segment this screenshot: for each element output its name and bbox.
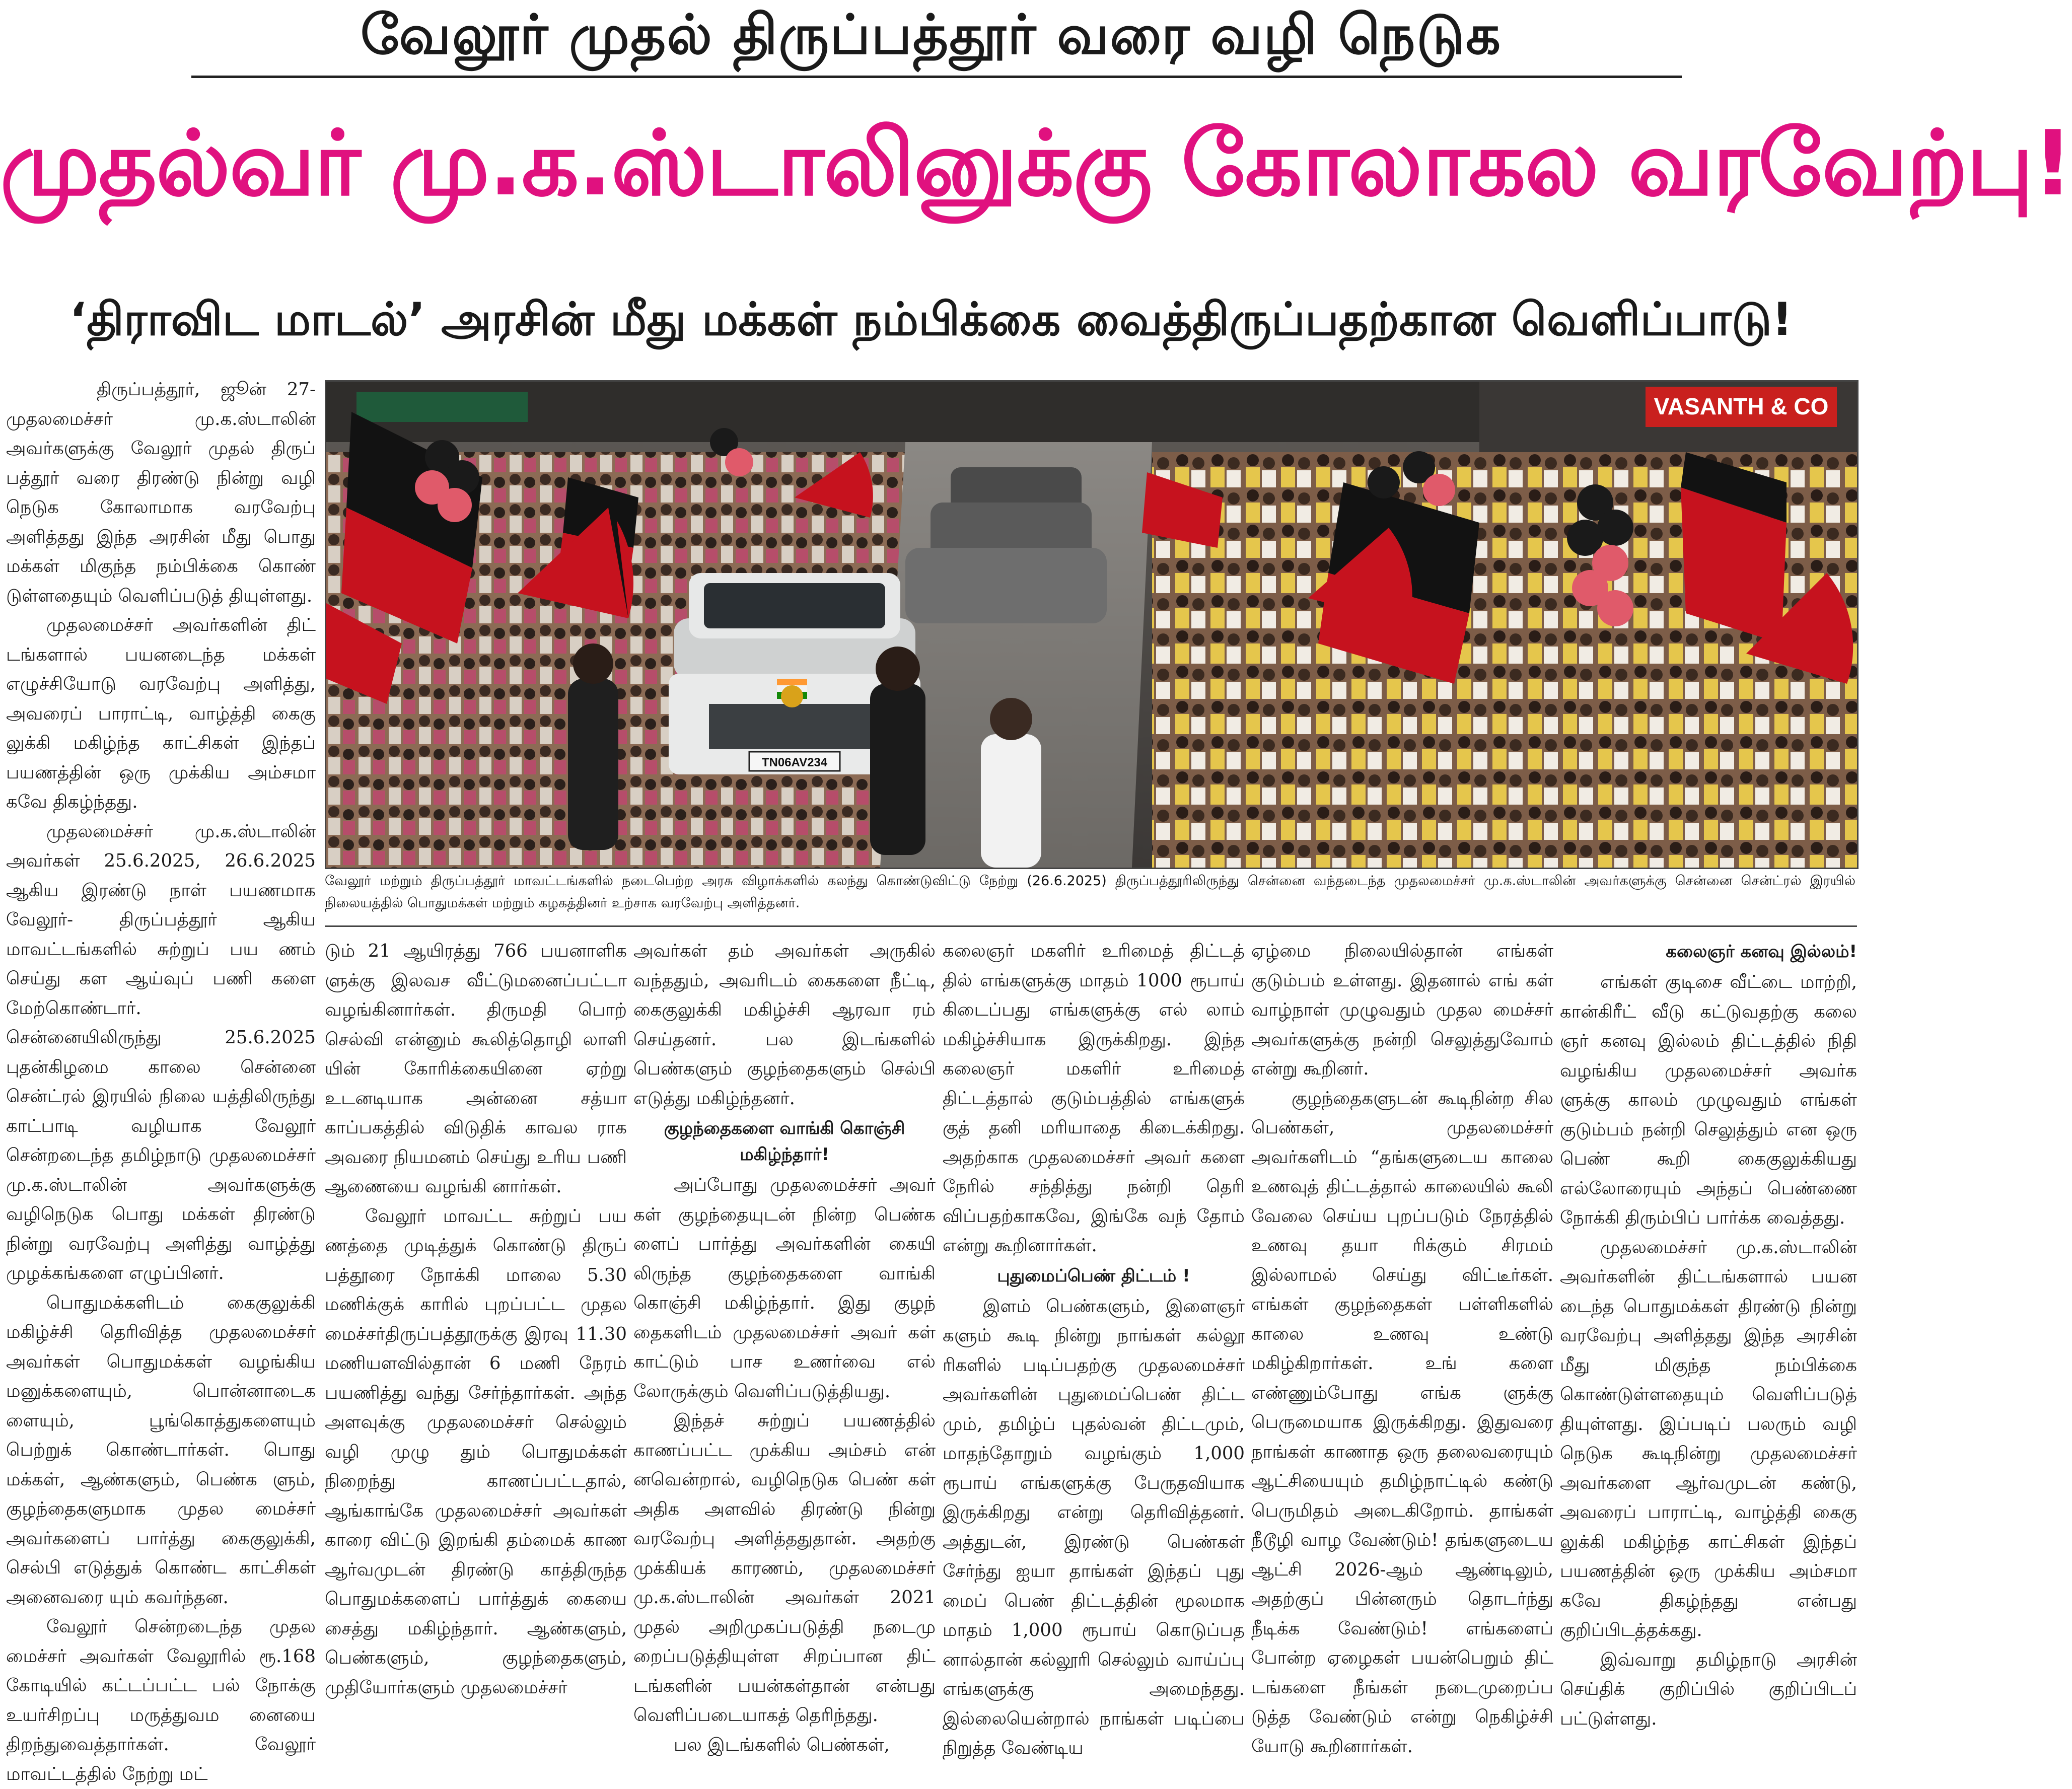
- license-plate: TN06AV234: [761, 756, 828, 769]
- rally-photo-illustration: [326, 382, 1857, 868]
- article-paragraph: பல இடங்களில் பெண்கள்,: [674, 1734, 890, 1755]
- article-paragraph: முதலமைச்சர் அவர்களின் திட் டங்களால் பயனடைந்த மக்கள் எழுச்சியோடு வரவேற்பு அளித்து, அவரைப் பாராட்டி, வாழ்த்தி கைகு லுக்கி மகிழ்ந்த காட்சிகள் இந்தப் பயணத்தின் ஒரு முக்கிய அம்சமா கவே திகழ்ந்தது.: [6, 615, 316, 812]
- article-paragraph: முதலமைச்சர் மு.க.ஸ்டாலின் அவர்கள் 25.6.2025, 26.6.2025 ஆகிய இரண்டு நாள் பயணமாக வேலூர்- திருப்பத்தூர் ஆகிய மாவட்டங்களில் சுற்றுப் பய ணம் செய்து கள ஆய்வுப் பணி களை மேற்கொண்டார்.: [6, 821, 316, 1019]
- article-paragraph: கலைஞர் மகளிர் உரிமைத் திட்டத் தில் எங்களுக்கு மாதம் 1000 ரூபாய் கிடைப்பது எங்களுக்கு எல் லாம் மகிழ்ச்சியாக இருக்கிறது. இந்த கலைஞர் மகளிர் உரிமைத் திட்டத்தால் குடும்பத்தில் எங்களுக் குத் தனி மரியாதை கிடைக்கிறது. அதற்காக முதலமைச்சர் அவர் களை நேரில் சந்தித்து நன்றி தெரி விப்பதற்காகவே, இங்கே வந் தோம் என்று கூறினார்கள்.: [943, 941, 1245, 1256]
- article-paragraph: குழந்தைகளுடன் கூடிநின்ற சில பெண்கள், முதலமைச்சர் அவர்களிடம் “தங்களுடைய காலை உணவுத் திட்டத்தால் காலையில் கூலி வேலை செய்ய புறப்படும் நேரத்தில் உணவு தயா ரிக்கும் சிரமம் இல்லாமல் செய்து விட்டீர்கள். எங்கள் குழந்தைகள் பள்ளிகளில் காலை உணவு உண்டு மகிழ்கிறார்கள். உங் களை எண்ணும்போது எங்க ளுக்கு பெருமையாக இருக்கிறது. இதுவரை நாங்கள் காணாத ஒரு தலைவரையும் ஆட்சியையும் தமிழ்நாட்டில் கண்டு பெருமிதம் அடைகிறோம். தாங்கள் நீடூழி வாழ வேண்டும்! தங்களுடைய ஆட்சி 2026-ஆம் ஆண்டிலும், அதற்குப் பின்னரும் தொடர்ந்து நீடிக்க வேண்டும்! எங்களைப் போன்ற ஏழைகள் பயன்பெறும் திட் டங்களை நீங்கள் நடைமுறைப்ப டுத்த வேண்டும் என்று நெகிழ்ச்சி யோடு கூறினார்கள்.: [1251, 1088, 1553, 1757]
- article-paragraph: சென்னையிலிருந்து 25.6.2025 புதன்கிழமை காலை சென்னை சென்ட்ரல் இரயில் நிலை யத்திலிருந்து காட்பாடி வழியாக வேலூர் சென்றடைந்த தமிழ்நாடு முதலமைச்சர் மு.க.ஸ்டாலின் அவர்களுக்கு வழிநெடுக பொது மக்கள் திரண்டு நின்று வரவேற்பு அளித்து வாழ்த்து முழக்கங்களை எழுப்பினர்.: [6, 1027, 316, 1283]
- article-paragraph: டும் 21 ஆயிரத்து 766 பயனாளிக ளுக்கு இலவச வீட்டுமனைப்பட்டா வழங்கினார்கள். திருமதி பொற் செல்வி என்னும் கூலித்தொழி லாளி யின் கோரிக்கையினை ஏற்று உடனடியாக அன்னை சத்யா காப்பகத்தில் விடுதிக் காவல ராக அவரை நியமனம் செய்து உரிய பணி ஆணையை வழங்கி னார்கள்.: [325, 941, 627, 1197]
- article-column-3: [633, 937, 936, 1755]
- article-paragraph: அப்போது முதலமைச்சர் அவர் கள் குழந்தையுடன் நின்ற பெண்க ளைப் பார்த்து அவர்களின் கையி லிருந்த குழந்தைகளை வாங்கி கொஞ்சி மகிழ்ந்தார். இது குழந் தைகளிடம் முதலமைச்சர் அவர் கள் காட்டும் பாச உணர்வை எல் லோருக்கும் வெளிப்படுத்தியது.: [633, 1175, 936, 1402]
- kicker-headline: வேலூர் முதல் திருப்பத்தூர் வரை வழி நெடுக: [360, 4, 1502, 66]
- kicker-underline: [191, 76, 1682, 78]
- photo-caption: வேலூர் மற்றும் திருப்பத்தூர் மாவட்டங்களில் நடைபெற்ற அரசு விழாக்களில் கலந்து கொண்டுவிட்டு நேற்று (26.6.2025) திருப்பத்தூரிலிருந்து சென்னை வந்தடைந்த முதலமைச்சர் மு.க.ஸ்டாலின் அவர்களுக்கு சென்னை சென்ட்ரல் இரயில் நிலையத்தில் பொதுமக்கள் மற்றும் கழகத்தினர் உற்சாக வரவேற்பு அளித்தனர்.: [325, 873, 1855, 911]
- article-column-6: [1560, 937, 1857, 1729]
- article-paragraph: இவ்வாறு தமிழ்நாடு அரசின் செய்திக் குறிப்பில் குறிப்பிடப் பட்டுள்ளது.: [1560, 1649, 1857, 1729]
- article-paragraph: இந்தச் சுற்றுப் பயணத்தில் காணப்பட்ட முக்கிய அம்சம் என் னவென்றால், வழிநெடுக பெண் கள் அதிக அளவில் திரண்டு நின்று வரவேற்பு அளித்ததுதான். அதற்கு முக்கியக் காரணம், முதலமைச்சர் மு.க.ஸ்டாலின் அவர்கள் 2021 முதல் அறிமுகப்படுத்தி நடைமு றைப்படுத்தியுள்ள சிறப்பான திட் டங்களின் பயன்கள்தான் என்பது வெளிப்படையாகத் தெரிந்தது.: [633, 1410, 936, 1726]
- article-paragraph: அவர்கள் தம் அவர்கள் அருகில் வந்ததும், அவரிடம் கைகளை நீட்டி, கைகுலுக்கி மகிழ்ச்சி ஆரவா ரம் செய்தனர். பல இடங்களில் பெண்களும் குழந்தைகளும் செல்பி எடுத்து மகிழ்ந்தனர்.: [633, 941, 936, 1109]
- subheading-kalaignar-kanavu: கலைஞர் கனவு இல்லம்!: [1666, 942, 1857, 962]
- news-photo: [325, 380, 1859, 869]
- article-paragraph: முதலமைச்சர் மு.க.ஸ்டாலின் அவர்களின் திட்டங்களால் பயன டைந்த பொதுமக்கள் திரண்டு நின்று வரவேற்பு அளித்தது இந்த அரசின் மீது மிகுந்த நம்பிக்கை கொண்டுள்ளதையும் வெளிப்படுத் தியுள்ளது. இப்படிப் பலரும் வழி நெடுக கூடிநின்று முதலமைச்சர் அவர்களை ஆர்வமுடன் கண்டு, அவரைப் பாராட்டி, வாழ்த்தி கைகு லுக்கி மகிழ்ந்த காட்சிகள் இந்தப் பயணத்தின் ஒரு முக்கிய அம்சமா கவே திகழ்ந்தது என்பது குறிப்பிடத்தக்கது.: [1560, 1237, 1857, 1640]
- article-column-5: [1251, 937, 1553, 1757]
- shop-sign: VASANTH & CO: [1654, 393, 1829, 419]
- article-paragraph: ஏழ்மை நிலையில்தான் எங்கள் குடும்பம் உள்ளது. இதனால் எங் கள் வாழ்நாள் முழுவதும் முதல மைச்சர் அவர்களுக்கு நன்றி செலுத்துவோம் என்று கூறினர்.: [1251, 941, 1553, 1079]
- subheading-pudhumai-penn: புதுமைப்பெண் திட்டம் !: [997, 1265, 1190, 1286]
- article-paragraph: வேலூர் மாவட்ட சுற்றுப் பய ணத்தை முடித்துக் கொண்டு திருப் பத்தூரை நோக்கி மாலை 5.30 மணிக்குக் காரில் புறப்பட்ட முதல மைச்சர்திருப்பத்தூருக்கு இரவு 11.30 மணியளவில்தான் 6 மணி நேரம் பயணித்து வந்து சேர்ந்தார்கள். அந்த அளவுக்கு முதலமைச்சர் செல்லும் வழி முழு தும் பொதுமக்கள் நிறைந்து காணப்பட்டதால், ஆங்காங்கே முதலமைச்சர் அவர்கள் காரை விட்டு இறங்கி தம்மைக் காண ஆர்வமுடன் திரண்டு காத்திருந்த பொதுமக்களைப் பார்த்துக் கையை சைத்து மகிழ்ந்தார். ஆண்களும், பெண்களும், குழந்தைகளும், முதியோர்களும் முதலமைச்சர்: [325, 1205, 627, 1698]
- main-headline: முதல்வர் மு.க.ஸ்டாலினுக்கு கோலாகல வரவேற்பு!: [0, 111, 2072, 216]
- article-column-1: [6, 375, 316, 1784]
- subheadline: ‘திராவிட மாடல்’ அரசின் மீது மக்கள் நம்பிக்கை வைத்திருப்பதற்கான வெளிப்பாடு!: [69, 293, 1793, 346]
- article-paragraph: இளம் பெண்களும், இளைஞர் களும் கூடி நின்று நாங்கள் கல்லூ ரிகளில் படிப்பதற்கு முதலமைச்சர் அவர்களின் புதுமைப்பெண் திட்ட மும், தமிழ்ப் புதல்வன் திட்டமும், மாதந்தோறும் வழங்கும் 1,000 ரூபாய் எங்களுக்கு பேருதவியாக இருக்கிறது என்று தெரிவித்தனர். அத்துடன், இரண்டு பெண்கள் சேர்ந்து ஐயா தாங்கள் இந்தப் புது மைப் பெண் திட்டத்தின் மூலமாக மாதம் 1,000 ரூபாய் கொடுப்பத னால்தான் கல்லூரி செல்லும் வாய்ப்பு எங்களுக்கு அமைந்தது. இல்லையென்றால் நாங்கள் படிப்பை நிறுத்த வேண்டிய: [943, 1296, 1245, 1758]
- article-paragraph: திருப்பத்தூர், ஜூன் 27- முதலமைச்சர் மு.க.ஸ்டாலின் அவர்களுக்கு வேலூர் முதல் திருப் பத்தூர் வரை திரண்டு நின்று வழி நெடுக கோலாமாக வரவேற்பு அளித்தது இந்த அரசின் மீது பொது மக்கள் மிகுந்த நம்பிக்கை கொண் டுள்ளதையும் வெளிப்படுத் தியுள்ளது.: [6, 379, 316, 606]
- article-column-4: [943, 937, 1245, 1758]
- article-paragraph: பொதுமக்களிடம் கைகுலுக்கி மகிழ்ச்சி தெரிவித்த முதலமைச்சர் அவர்கள் பொதுமக்கள் வழங்கிய மனுக்களையும், பொன்னாடைக ளையும், பூங்கொத்துகளையும் பெற்றுக் கொண்டார்கள். பொது மக்கள், ஆண்களும், பெண்க ளும், குழந்தைகளுமாக முதல மைச்சர் அவர்களைப் பார்த்து கைகுலுக்கி, செல்பி எடுத்துக் கொண்ட காட்சிகள் அனைவரை யும் கவர்ந்தன.: [6, 1292, 316, 1608]
- caption-divider: [325, 925, 1857, 927]
- subheading-children: குழந்தைகளை வாங்கி கொஞ்சி மகிழ்ந்தார்!: [664, 1118, 905, 1165]
- article-paragraph: எங்கள் குடிசை வீட்டை மாற்றி, கான்கிரீட் வீடு கட்டுவதற்கு கலை ஞர் கனவு இல்லம் திட்டத்தில் நிதி வழங்கிய முதலமைச்சர் அவர்க ளுக்கு காலம் முழுவதும் எங்கள் குடும்பம் நன்றி செலுத்தும் என ஒரு பெண் கூறி கைகுலுக்கியது எல்லோரையும் அந்தப் பெண்ணை நோக்கி திரும்பிப் பார்க்க வைத்தது.: [1560, 972, 1857, 1228]
- article-column-2: [325, 937, 627, 1698]
- article-paragraph: வேலூர் சென்றடைந்த முதல மைச்சர் அவர்கள் வேலூரில் ரூ.168 கோடியில் கட்டப்பட்ட பல் நோக்கு உயர்சிறப்பு மருத்துவம னையை திறந்துவைத்தார்கள். வேலூர் மாவட்டத்தில் நேற்று மட்: [6, 1616, 316, 1784]
